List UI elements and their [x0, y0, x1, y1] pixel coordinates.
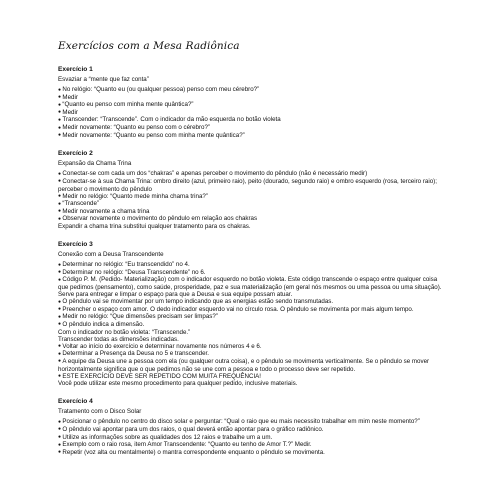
paragraph-line: Expandir a chama trina substitui qualquer tratamento para os chakras. — [58, 223, 251, 230]
bullet-item: ● Determinar no relógio: “Deusa Transcendente” no 6. — [58, 269, 442, 277]
bullet-item: ● Medir novamente a chama trina — [58, 208, 442, 216]
bullet-item: ● Preencher o espaço com amor. O dedo indicador esquerdo vai no círculo rosa. O pêndulo se movimenta por mais algum tempo. — [58, 306, 442, 314]
exercise-section — [58, 66, 442, 139]
bullet-item: ● Determinar a Presença da Deusa no 5 e transcender. — [58, 350, 442, 358]
bullet-item: ● Voltar ao início do exercício e determinar novamente nos números 4 e 6. — [58, 343, 442, 351]
section-intro: Conexão com a Deusa Transcendente — [58, 251, 164, 259]
document-page — [58, 40, 442, 467]
bullet-item: ● Medir novamente: “Quanto eu penso com minha mente quântica?” — [58, 132, 442, 140]
bullet-item: ● Medir novamente: “Quanto eu penso com o cérebro?” — [58, 124, 442, 132]
bullet-item: ● O pêndulo indica a dimensão. — [58, 321, 442, 329]
bullet-item: ● Código P. M. (Pedido- Materialização) com o indicador esquerdo no botão violeta. Este código transcende o espaço entre qualquer coisa que pedimos (pensamento), como saúde, prosperidade, paz e sua materialização (em geral nós mesmos ou uma pessoa ou uma situação). Serve para entregar e limpar o espaço para que a Deusa e sua equipe possam atuar. — [58, 276, 442, 298]
bullet-item: ● Medir no relógio: “Quanto mede minha chama trina?” — [58, 193, 442, 201]
section-intro: Expansão da Chama Trina — [58, 160, 132, 168]
bullet-item: ● Medir — [58, 94, 442, 102]
bullet-item: ● “Quanto eu penso com minha mente quântica?” — [58, 101, 442, 109]
bullet-item: ● Exemplo com o raio rosa, item Amor Transcendente: “Quanto eu tenho de Amor T.?” Medir. — [58, 441, 442, 449]
exercise-section — [58, 398, 442, 456]
section-intro: Esvaziar a “mente que faz conta” — [58, 76, 149, 83]
bullet-item: ● No relógio: “Quanto eu (ou qualquer pessoa) penso com meu cérebro?” — [58, 86, 442, 94]
bullet-item: ● Observar novamente o movimento do pêndulo em relação aos chakras — [58, 215, 442, 223]
paragraph-line: Com o indicador no botão violeta: “Transcende.” — [58, 328, 191, 336]
bullet-item: ● Medir — [58, 109, 442, 117]
bullet-item: ● A equipe da Deusa une a pessoa com ela (ou qualquer outra coisa), e o pêndulo se movimenta verticalmente. Se o pêndulo se mover horizontalmente significa que o que pedimos não se une com a pessoa e todo o processo deve ser repetido. — [58, 358, 442, 373]
bullet-item: ● “Transcende” — [58, 200, 442, 208]
document-title: Exercícios com a Mesa Radiônica — [58, 40, 240, 52]
paragraph-line: Você pode utilizar este mesmo procedimento para qualquer pedido, inclusive materiais. — [58, 380, 298, 388]
bullet-item: ● Conectar-se com cada um dos “chakras” e apenas perceber o movimento do pêndulo (não é necessário medir) — [58, 170, 442, 178]
bullet-item: ● Conectar-se à sua Chama Trina: ombro direito (azul, primeiro raio), peito (dourado, segundo raio) e ombro esquerdo (rosa, terceiro raio); perceber o movimento do pêndulo — [58, 178, 442, 193]
section-heading: Exercício 4 — [58, 398, 93, 406]
bullet-item: ● ESTE EXERCÍCIO DEVE SER REPETIDO COM MUITA FREQUÊNCIA! — [58, 373, 442, 381]
bullet-item: ● Posicionar o pêndulo no centro do disco solar e perguntar: “Qual o raio que eu mais necessito trabalhar em mim neste momento?” — [58, 418, 442, 426]
bullet-item: ● Repetir (voz alta ou mentalmente) o mantra correspondente enquanto o pêndulo se movimenta. — [58, 449, 442, 457]
exercise-section — [58, 241, 442, 387]
bullet-item: ● Medir no relógio: “Que dimensões precisam ser limpas?” — [58, 313, 442, 321]
section-heading: Exercício 3 — [58, 241, 93, 249]
bullet-item: ● O pêndulo vai se movimentar por um tempo indicando que as energias estão sendo transmutadas. — [58, 298, 442, 306]
bullet-item: ● Determinar no relógio: “Eu transcendido” no 4. — [58, 261, 442, 269]
bullet-item: ● Transcender: “Transcende”. Com o indicador da mão esquerda no botão violeta — [58, 116, 442, 124]
section-heading: Exercício 2 — [58, 150, 93, 158]
section-intro: Tratamento com o Disco Solar — [58, 408, 142, 416]
sections-container — [58, 66, 442, 456]
bullet-item: ● Utilize as informações sobre as qualidades dos 12 raios e trabalhe um a um. — [58, 434, 442, 442]
bullet-item: ● O pêndulo vai apontar para um dos raios, o qual deverá então apontar para o gráfico radiônico. — [58, 426, 442, 434]
exercise-section — [58, 150, 442, 230]
section-heading: Exercício 1 — [58, 66, 93, 73]
paragraph-line: Transcender todas as dimensões indicadas. — [58, 335, 179, 343]
